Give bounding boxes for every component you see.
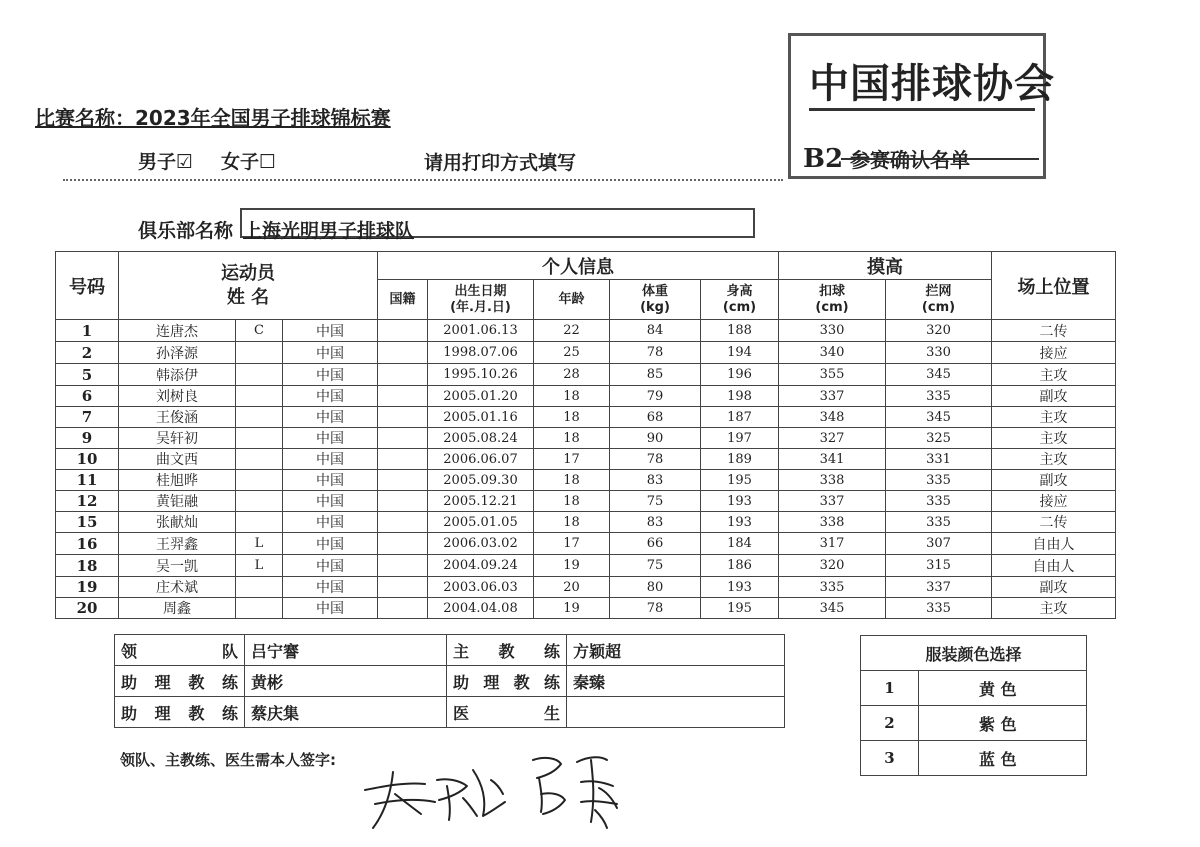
roster-birth-date[interactable]: 2001.06.13 bbox=[428, 320, 534, 342]
roster-name[interactable]: 孙泽源 bbox=[119, 342, 236, 364]
roster-height[interactable]: 193 bbox=[701, 577, 779, 598]
roster-position[interactable]: 副攻 bbox=[992, 470, 1116, 491]
roster-role[interactable] bbox=[236, 386, 283, 407]
roster-position[interactable]: 自由人 bbox=[992, 555, 1116, 577]
roster-weight[interactable]: 80 bbox=[610, 577, 701, 598]
roster-empty-cell[interactable] bbox=[378, 342, 428, 364]
roster-empty-cell[interactable] bbox=[378, 491, 428, 512]
header-block-line2: (cm) bbox=[921, 299, 956, 315]
roster-position[interactable]: 主攻 bbox=[992, 407, 1116, 428]
roster-height[interactable]: 193 bbox=[701, 491, 779, 512]
roster-age[interactable]: 18 bbox=[534, 470, 610, 491]
table-row bbox=[56, 320, 1116, 342]
roster-number[interactable]: 18 bbox=[56, 555, 119, 577]
roster-height[interactable]: 198 bbox=[701, 386, 779, 407]
uniform-color-name: 黄 色 bbox=[919, 671, 1087, 706]
table-row bbox=[56, 598, 1116, 619]
roster-birth-date[interactable]: 2006.06.07 bbox=[428, 449, 534, 470]
roster-nationality[interactable]: 中国 bbox=[283, 598, 378, 619]
roster-position[interactable]: 二传 bbox=[992, 512, 1116, 533]
roster-nationality[interactable]: 中国 bbox=[283, 470, 378, 491]
roster-nationality[interactable]: 中国 bbox=[283, 512, 378, 533]
table-row bbox=[56, 491, 1116, 512]
form-code: B2 bbox=[803, 144, 844, 174]
roster-nationality[interactable]: 中国 bbox=[283, 342, 378, 364]
form-title-text: 参赛确认名单 bbox=[850, 148, 971, 172]
roster-table bbox=[55, 251, 1116, 619]
roster-name[interactable]: 吴轩初 bbox=[119, 428, 236, 449]
table-row bbox=[56, 342, 1116, 364]
roster-body bbox=[56, 320, 1116, 619]
roster-weight[interactable]: 84 bbox=[610, 320, 701, 342]
print-note: 请用打印方式填写 bbox=[424, 152, 577, 174]
roster-spike-reach[interactable]: 355 bbox=[779, 364, 886, 386]
roster-nationality[interactable]: 中国 bbox=[283, 407, 378, 428]
roster-spike-reach[interactable]: 317 bbox=[779, 533, 886, 555]
roster-nationality[interactable]: 中国 bbox=[283, 533, 378, 555]
roster-nationality[interactable]: 中国 bbox=[283, 320, 378, 342]
roster-height[interactable]: 189 bbox=[701, 449, 779, 470]
roster-age[interactable]: 18 bbox=[534, 428, 610, 449]
uniform-color-index: 3 bbox=[861, 741, 919, 776]
roster-spike-reach[interactable]: 340 bbox=[779, 342, 886, 364]
roster-birth-date[interactable]: 1998.07.06 bbox=[428, 342, 534, 364]
roster-height[interactable]: 184 bbox=[701, 533, 779, 555]
roster-number[interactable]: 10 bbox=[56, 449, 119, 470]
roster-height[interactable]: 195 bbox=[701, 470, 779, 491]
competition-title bbox=[35, 102, 391, 131]
header-spike-line2: (cm) bbox=[815, 299, 849, 315]
roster-block-reach[interactable]: 337 bbox=[886, 577, 992, 598]
assistant-coach-name-1[interactable]: 黄彬 bbox=[245, 666, 447, 697]
roster-age[interactable]: 28 bbox=[534, 364, 610, 386]
header-weight-line2: (kg) bbox=[640, 299, 670, 315]
roster-nationality[interactable]: 中国 bbox=[283, 428, 378, 449]
roster-weight[interactable]: 79 bbox=[610, 386, 701, 407]
roster-spike-reach[interactable]: 330 bbox=[779, 320, 886, 342]
roster-height[interactable]: 194 bbox=[701, 342, 779, 364]
roster-number[interactable]: 15 bbox=[56, 512, 119, 533]
roster-weight[interactable]: 78 bbox=[610, 449, 701, 470]
gender-selection bbox=[138, 147, 276, 174]
roster-name[interactable]: 黄钜融 bbox=[119, 491, 236, 512]
roster-weight[interactable]: 83 bbox=[610, 470, 701, 491]
roster-position[interactable]: 主攻 bbox=[992, 598, 1116, 619]
roster-name[interactable]: 韩添伊 bbox=[119, 364, 236, 386]
competition-label: 比赛名称： bbox=[35, 106, 135, 130]
association-underline bbox=[809, 108, 1035, 111]
header-athlete-line2: 姓 名 bbox=[226, 286, 270, 308]
roster-block-reach[interactable]: 335 bbox=[886, 598, 992, 619]
roster-height[interactable]: 186 bbox=[701, 555, 779, 577]
roster-name[interactable]: 吴一凯 bbox=[119, 555, 236, 577]
roster-position[interactable]: 主攻 bbox=[992, 428, 1116, 449]
roster-role[interactable] bbox=[236, 491, 283, 512]
roster-age[interactable]: 20 bbox=[534, 577, 610, 598]
roster-name[interactable]: 张献灿 bbox=[119, 512, 236, 533]
roster-role[interactable] bbox=[236, 428, 283, 449]
header-position: 场上位置 bbox=[992, 252, 1116, 320]
roster-spike-reach[interactable]: 337 bbox=[779, 386, 886, 407]
roster-birth-date[interactable]: 2005.01.20 bbox=[428, 386, 534, 407]
roster-nationality[interactable]: 中国 bbox=[283, 491, 378, 512]
roster-birth-date[interactable]: 2005.09.30 bbox=[428, 470, 534, 491]
uniform-color-title: 服装颜色选择 bbox=[861, 636, 1087, 671]
roster-weight[interactable]: 90 bbox=[610, 428, 701, 449]
roster-empty-cell[interactable] bbox=[378, 533, 428, 555]
uniform-color-row[interactable] bbox=[861, 741, 1087, 776]
roster-spike-reach[interactable]: 341 bbox=[779, 449, 886, 470]
roster-role[interactable]: L bbox=[236, 555, 283, 577]
leader-name[interactable]: 吕宁謇 bbox=[245, 635, 447, 666]
roster-empty-cell[interactable] bbox=[378, 449, 428, 470]
roster-empty-cell[interactable] bbox=[378, 470, 428, 491]
roster-block-reach[interactable]: 335 bbox=[886, 491, 992, 512]
roster-spike-reach[interactable]: 338 bbox=[779, 470, 886, 491]
roster-name[interactable]: 王俊涵 bbox=[119, 407, 236, 428]
roster-number[interactable]: 16 bbox=[56, 533, 119, 555]
roster-nationality[interactable]: 中国 bbox=[283, 386, 378, 407]
roster-birth-date[interactable]: 2005.01.05 bbox=[428, 512, 534, 533]
female-checkbox[interactable]: 女子☐ bbox=[221, 151, 277, 173]
roster-block-reach[interactable]: 315 bbox=[886, 555, 992, 577]
assistant-coach-name-2[interactable]: 蔡庆集 bbox=[245, 697, 447, 728]
roster-spike-reach[interactable]: 348 bbox=[779, 407, 886, 428]
assistant-coach-name-3[interactable]: 秦臻 bbox=[567, 666, 785, 697]
roster-position[interactable]: 副攻 bbox=[992, 386, 1116, 407]
roster-role[interactable] bbox=[236, 449, 283, 470]
roster-name[interactable]: 庄术斌 bbox=[119, 577, 236, 598]
roster-number[interactable]: 7 bbox=[56, 407, 119, 428]
association-name: 中国排球协会 bbox=[809, 61, 1055, 107]
roster-height[interactable]: 197 bbox=[701, 428, 779, 449]
roster-role[interactable] bbox=[236, 364, 283, 386]
roster-empty-cell[interactable] bbox=[378, 364, 428, 386]
roster-spike-reach[interactable]: 338 bbox=[779, 512, 886, 533]
header-weight-line1: 体重 bbox=[641, 283, 668, 299]
roster-birth-date[interactable]: 2004.04.08 bbox=[428, 598, 534, 619]
uniform-color-name: 蓝 色 bbox=[919, 741, 1087, 776]
head-coach-name[interactable]: 方颖超 bbox=[567, 635, 785, 666]
roster-birth-date[interactable]: 2004.09.24 bbox=[428, 555, 534, 577]
table-row bbox=[56, 512, 1116, 533]
assistant-coach-label: 助 理 教 练 bbox=[115, 697, 245, 728]
uniform-color-row[interactable] bbox=[861, 706, 1087, 741]
roster-role[interactable] bbox=[236, 407, 283, 428]
doctor-label: 医 生 bbox=[447, 697, 567, 728]
roster-position[interactable]: 主攻 bbox=[992, 449, 1116, 470]
roster-position[interactable]: 副攻 bbox=[992, 577, 1116, 598]
roster-empty-cell[interactable] bbox=[378, 407, 428, 428]
roster-name[interactable]: 王羿鑫 bbox=[119, 533, 236, 555]
header-athlete bbox=[119, 252, 378, 320]
table-row bbox=[56, 577, 1116, 598]
roster-block-reach[interactable]: 345 bbox=[886, 407, 992, 428]
roster-role[interactable] bbox=[236, 512, 283, 533]
roster-spike-reach[interactable]: 335 bbox=[779, 577, 886, 598]
header-personal-info: 个人信息 bbox=[378, 252, 779, 280]
dotted-divider bbox=[63, 179, 783, 181]
table-row bbox=[56, 555, 1116, 577]
roster-age[interactable]: 17 bbox=[534, 449, 610, 470]
roster-position[interactable]: 主攻 bbox=[992, 364, 1116, 386]
doctor-name[interactable] bbox=[567, 697, 785, 728]
roster-number[interactable]: 9 bbox=[56, 428, 119, 449]
uniform-color-index: 1 bbox=[861, 671, 919, 706]
roster-spike-reach[interactable]: 345 bbox=[779, 598, 886, 619]
table-row bbox=[56, 364, 1116, 386]
roster-birth-date[interactable]: 2003.06.03 bbox=[428, 577, 534, 598]
header-age: 年龄 bbox=[534, 280, 610, 320]
roster-height[interactable]: 196 bbox=[701, 364, 779, 386]
roster-block-reach[interactable]: 331 bbox=[886, 449, 992, 470]
roster-age[interactable]: 18 bbox=[534, 407, 610, 428]
roster-block-reach[interactable]: 335 bbox=[886, 386, 992, 407]
table-row bbox=[56, 533, 1116, 555]
roster-empty-cell[interactable] bbox=[378, 428, 428, 449]
table-row bbox=[56, 386, 1116, 407]
roster-empty-cell[interactable] bbox=[378, 386, 428, 407]
roster-birth-date[interactable]: 2006.03.02 bbox=[428, 533, 534, 555]
roster-role[interactable] bbox=[236, 470, 283, 491]
roster-nationality[interactable]: 中国 bbox=[283, 449, 378, 470]
roster-position[interactable]: 自由人 bbox=[992, 533, 1116, 555]
roster-block-reach[interactable]: 345 bbox=[886, 364, 992, 386]
roster-age[interactable]: 19 bbox=[534, 555, 610, 577]
header-height-line1: 身高 bbox=[726, 283, 753, 299]
club-label: 俱乐部名称 bbox=[138, 220, 234, 242]
roster-name[interactable]: 连唐杰 bbox=[119, 320, 236, 342]
roster-name[interactable]: 周鑫 bbox=[119, 598, 236, 619]
roster-weight[interactable]: 85 bbox=[610, 364, 701, 386]
roster-height[interactable]: 188 bbox=[701, 320, 779, 342]
roster-height[interactable]: 195 bbox=[701, 598, 779, 619]
roster-weight[interactable]: 68 bbox=[610, 407, 701, 428]
roster-empty-cell[interactable] bbox=[378, 598, 428, 619]
roster-height[interactable]: 187 bbox=[701, 407, 779, 428]
roster-number[interactable]: 5 bbox=[56, 364, 119, 386]
header-weight bbox=[610, 280, 701, 320]
head-coach-label: 主 教 练 bbox=[447, 635, 567, 666]
assistant-coach-label: 助 理 教 练 bbox=[115, 666, 245, 697]
roster-number[interactable]: 1 bbox=[56, 320, 119, 342]
roster-name[interactable]: 刘树良 bbox=[119, 386, 236, 407]
roster-block-reach[interactable]: 325 bbox=[886, 428, 992, 449]
roster-weight[interactable]: 83 bbox=[610, 512, 701, 533]
roster-spike-reach[interactable]: 337 bbox=[779, 491, 886, 512]
header-spike bbox=[779, 280, 886, 320]
roster-block-reach[interactable]: 335 bbox=[886, 512, 992, 533]
header-block bbox=[886, 280, 992, 320]
roster-nationality[interactable]: 中国 bbox=[283, 364, 378, 386]
header-number: 号码 bbox=[56, 252, 119, 320]
roster-weight[interactable]: 75 bbox=[610, 491, 701, 512]
roster-age[interactable]: 18 bbox=[534, 491, 610, 512]
male-checkbox[interactable]: 男子☑ bbox=[138, 151, 194, 173]
assistant-coach-label: 助 理 教 练 bbox=[447, 666, 567, 697]
competition-name: 2023年全国男子排球锦标赛 bbox=[135, 106, 391, 130]
roster-birth-date[interactable]: 1995.10.26 bbox=[428, 364, 534, 386]
roster-number[interactable]: 19 bbox=[56, 577, 119, 598]
form-title-strikeline bbox=[841, 158, 1039, 160]
header-birth-line1: 出生日期 bbox=[454, 283, 507, 299]
roster-weight[interactable]: 78 bbox=[610, 598, 701, 619]
uniform-color-body bbox=[861, 671, 1087, 776]
header-height bbox=[701, 280, 779, 320]
club-name: 上海光明男子排球队 bbox=[243, 220, 415, 242]
roster-position[interactable]: 接应 bbox=[992, 342, 1116, 364]
roster-number[interactable]: 2 bbox=[56, 342, 119, 364]
roster-birth-date[interactable]: 2005.01.16 bbox=[428, 407, 534, 428]
roster-name[interactable]: 桂旭晔 bbox=[119, 470, 236, 491]
roster-nationality[interactable]: 中国 bbox=[283, 577, 378, 598]
uniform-color-name: 紫 色 bbox=[919, 706, 1087, 741]
roster-number[interactable]: 11 bbox=[56, 470, 119, 491]
roster-empty-cell[interactable] bbox=[378, 577, 428, 598]
roster-name[interactable]: 曲文西 bbox=[119, 449, 236, 470]
roster-spike-reach[interactable]: 320 bbox=[779, 555, 886, 577]
roster-role[interactable] bbox=[236, 577, 283, 598]
table-row bbox=[56, 428, 1116, 449]
staff-table bbox=[114, 634, 785, 728]
roster-position[interactable]: 接应 bbox=[992, 491, 1116, 512]
roster-age[interactable]: 25 bbox=[534, 342, 610, 364]
header-reach: 摸高 bbox=[779, 252, 992, 280]
header-spike-line1: 扣球 bbox=[818, 283, 845, 299]
roster-role[interactable]: C bbox=[236, 320, 283, 342]
header-birth bbox=[428, 280, 534, 320]
uniform-color-table bbox=[860, 635, 1087, 776]
table-row bbox=[56, 407, 1116, 428]
roster-age[interactable]: 17 bbox=[534, 533, 610, 555]
roster-empty-cell[interactable] bbox=[378, 555, 428, 577]
table-row bbox=[56, 470, 1116, 491]
header-athlete-line1: 运动员 bbox=[221, 262, 275, 284]
roster-position[interactable]: 二传 bbox=[992, 320, 1116, 342]
roster-age[interactable]: 19 bbox=[534, 598, 610, 619]
header-block-line1: 拦网 bbox=[925, 283, 952, 299]
roster-nationality[interactable]: 中国 bbox=[283, 555, 378, 577]
uniform-color-row[interactable] bbox=[861, 671, 1087, 706]
roster-block-reach[interactable]: 307 bbox=[886, 533, 992, 555]
signature-note: 领队、主教练、医生需本人签字: bbox=[120, 751, 337, 769]
roster-weight[interactable]: 66 bbox=[610, 533, 701, 555]
roster-block-reach[interactable]: 335 bbox=[886, 470, 992, 491]
roster-block-reach[interactable]: 330 bbox=[886, 342, 992, 364]
uniform-color-index: 2 bbox=[861, 706, 919, 741]
roster-role[interactable] bbox=[236, 342, 283, 364]
association-box bbox=[788, 33, 1055, 179]
roster-height[interactable]: 193 bbox=[701, 512, 779, 533]
roster-weight[interactable]: 75 bbox=[610, 555, 701, 577]
roster-age[interactable]: 18 bbox=[534, 386, 610, 407]
roster-block-reach[interactable]: 320 bbox=[886, 320, 992, 342]
header-height-line2: (cm) bbox=[722, 299, 757, 315]
roster-age[interactable]: 18 bbox=[534, 512, 610, 533]
roster-number[interactable]: 6 bbox=[56, 386, 119, 407]
roster-spike-reach[interactable]: 327 bbox=[779, 428, 886, 449]
table-row bbox=[56, 449, 1116, 470]
roster-weight[interactable]: 78 bbox=[610, 342, 701, 364]
roster-empty-cell[interactable] bbox=[378, 320, 428, 342]
roster-birth-date[interactable]: 2005.12.21 bbox=[428, 491, 534, 512]
roster-birth-date[interactable]: 2005.08.24 bbox=[428, 428, 534, 449]
header-birth-line2: (年.月.日) bbox=[450, 299, 511, 315]
header-nationality: 国籍 bbox=[378, 280, 428, 320]
leader-label: 领 队 bbox=[115, 635, 245, 666]
roster-number[interactable]: 20 bbox=[56, 598, 119, 619]
roster-age[interactable]: 22 bbox=[534, 320, 610, 342]
roster-empty-cell[interactable] bbox=[378, 512, 428, 533]
roster-role[interactable]: L bbox=[236, 533, 283, 555]
roster-number[interactable]: 12 bbox=[56, 491, 119, 512]
handwritten-signature bbox=[355, 742, 645, 832]
roster-role[interactable] bbox=[236, 598, 283, 619]
